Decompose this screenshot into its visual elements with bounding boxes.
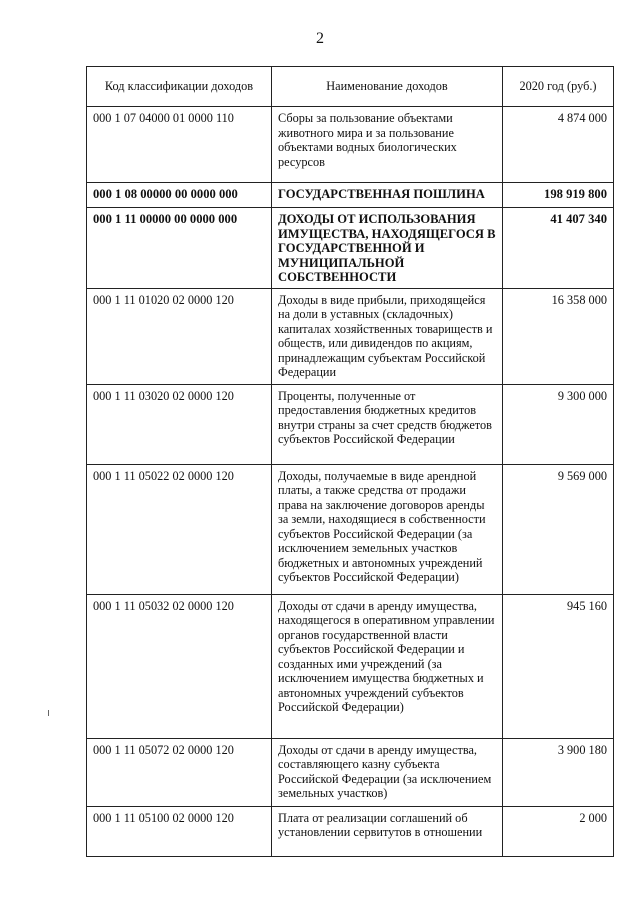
row-amount: 198 919 800 (503, 183, 614, 208)
table-row (87, 594, 614, 738)
row-code: 000 1 08 00000 00 0000 000 (87, 183, 272, 208)
table-row (87, 208, 614, 289)
row-name: ДОХОДЫ ОТ ИСПОЛЬЗОВАНИЯ ИМУЩЕСТВА, НАХОДЯЩЕГОСЯ В ГОСУДАРСТВЕННОЙ И МУНИЦИПАЛЬНОЙ СОБСТВЕННОСТИ (272, 208, 503, 289)
row-code: 000 1 11 05100 02 0000 120 (87, 806, 272, 856)
table-row (87, 288, 614, 384)
row-amount: 9 300 000 (503, 384, 614, 464)
row-name: Доходы в виде прибыли, приходящейся на доли в уставных (складочных) капиталах хозяйственных товариществ и обществ, или дивидендов по акциям, принадлежащим субъектам Российской Федерации (272, 288, 503, 384)
table-row (87, 464, 614, 594)
table-row (87, 806, 614, 856)
row-amount: 41 407 340 (503, 208, 614, 289)
row-name: Доходы, получаемые в виде арендной платы, а также средства от продажи права на заключение договоров аренды за земли, находящиеся в собственности субъектов Российской Федерации (за исключением земельных участков бюджетных и автономных учреждений субъектов Российской Федерации) (272, 464, 503, 594)
row-name: ГОСУДАРСТВЕННАЯ ПОШЛИНА (272, 183, 503, 208)
row-amount: 4 874 000 (503, 107, 614, 183)
page-number: 2 (316, 30, 324, 47)
table-row (87, 384, 614, 464)
header-name: Наименование доходов (272, 67, 503, 107)
row-code: 000 1 11 03020 02 0000 120 (87, 384, 272, 464)
row-code: 000 1 11 01020 02 0000 120 (87, 288, 272, 384)
row-code: 000 1 11 00000 00 0000 000 (87, 208, 272, 289)
table-row (87, 183, 614, 208)
row-name: Доходы от сдачи в аренду имущества, находящегося в оперативном управлении органов государственной власти субъектов Российской Федерации и созданных ими учреждений (за исключением имущества бюджетных и автономных учреждений субъектов Российской Федерации) (272, 594, 503, 738)
row-name: Сборы за пользование объектами животного мира и за пользование объектами водных биологических ресурсов (272, 107, 503, 183)
row-name: Плата от реализации соглашений об установлении сервитутов в отношении (272, 806, 503, 856)
row-code: 000 1 11 05022 02 0000 120 (87, 464, 272, 594)
header-amount: 2020 год (руб.) (503, 67, 614, 107)
row-amount: 3 900 180 (503, 738, 614, 806)
revenue-table (86, 66, 614, 857)
header-code: Код классификации доходов (87, 67, 272, 107)
row-amount: 9 569 000 (503, 464, 614, 594)
row-code: 000 1 07 04000 01 0000 110 (87, 107, 272, 183)
row-amount: 16 358 000 (503, 288, 614, 384)
table-row (87, 738, 614, 806)
row-code: 000 1 11 05032 02 0000 120 (87, 594, 272, 738)
row-amount: 2 000 (503, 806, 614, 856)
row-amount: 945 160 (503, 594, 614, 738)
margin-mark (48, 710, 49, 716)
table-row (87, 107, 614, 183)
row-name: Проценты, полученные от предоставления бюджетных кредитов внутри страны за счет средств бюджетов субъектов Российской Федерации (272, 384, 503, 464)
row-name: Доходы от сдачи в аренду имущества, составляющего казну субъекта Российской Федерации (за исключением земельных участков) (272, 738, 503, 806)
table-header-row (87, 67, 614, 107)
row-code: 000 1 11 05072 02 0000 120 (87, 738, 272, 806)
